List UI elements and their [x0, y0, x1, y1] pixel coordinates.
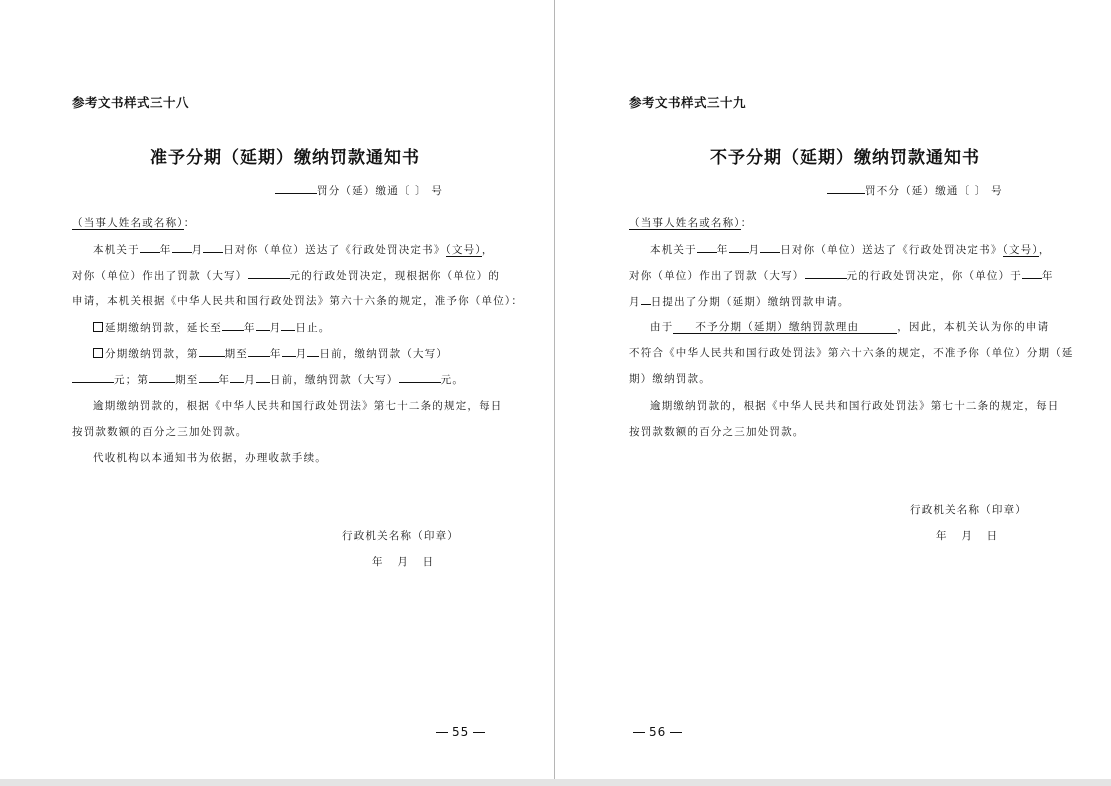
blank-field: [199, 372, 219, 383]
blank-field: [149, 372, 175, 383]
reason-line-2: 不符合《中华人民共和国行政处罚法》第六十六条的规定，不准予你（单位）分期（延: [629, 347, 1074, 359]
option-deferral: 延期缴纳罚款，延长至 年 月 日止。: [93, 320, 331, 335]
page-number: 56: [629, 725, 686, 739]
blank-field: [641, 294, 651, 305]
sample-label: 参考文书样式三十八: [72, 95, 190, 110]
blank-field: [827, 183, 865, 194]
authority-signature: 行政机关名称（印章）: [910, 504, 1027, 516]
blank-field: [72, 372, 114, 383]
document-number: [275, 183, 443, 198]
blank-field: [697, 242, 717, 253]
paragraph-1-line-3: 月 日提出了分期（延期）缴纳罚款申请。: [629, 296, 850, 308]
blank-field: [203, 242, 223, 253]
party-line: （当事人姓名或名称）：: [72, 217, 196, 229]
blank-field: [256, 372, 270, 383]
blank-field: [256, 320, 270, 331]
authority-signature: 行政机关名称（印章）: [342, 530, 459, 542]
paragraph-1-line-2: 对你（单位）作出了罚款（大写） 元的行政处罚决定，你（单位）于 年: [629, 270, 1054, 282]
blank-field: [281, 320, 295, 331]
blank-field: [199, 346, 225, 357]
reason-line: 由于 不予分期（延期）缴纳罚款理由 ，因此，本机关认为你的申请: [650, 321, 1050, 333]
checkbox-icon: [93, 348, 103, 358]
blank-field: [172, 242, 192, 253]
sample-label: 参考文书样式三十九: [629, 95, 747, 110]
blank-field: [222, 320, 244, 331]
page-55: [0, 0, 554, 779]
viewer-bottom-edge: [0, 779, 1111, 786]
blank-field: [1022, 268, 1042, 279]
blank-field: [307, 346, 319, 357]
paragraph-3-line-2: 按罚款数额的百分之三加处罚款。: [629, 426, 805, 438]
blank-field: [805, 268, 847, 279]
signature-date: 年 月 日: [372, 556, 435, 568]
option-installment-line-2: 元；第 期至 年 月 日前，缴纳罚款（大写） 元。: [72, 372, 464, 387]
blank-field: [282, 346, 296, 357]
document-title: 准予分期（延期）缴纳罚款通知书: [150, 148, 420, 168]
paragraph-3-line-2: 按罚款数额的百分之三加处罚款。: [72, 426, 248, 438]
party-name-field: （当事人姓名或名称）: [629, 217, 741, 229]
paragraph-1-line-1: 本机关于 年 月 日对你（单位）送达了《行政处罚决定书》（文号），: [650, 244, 1051, 256]
document-title: 不予分期（延期）缴纳罚款通知书: [710, 148, 980, 168]
blank-field: [729, 242, 749, 253]
blank-field: [230, 372, 244, 383]
party-name-field: （当事人姓名或名称）: [72, 217, 184, 229]
paragraph-1-line-2: 对你（单位）作出了罚款（大写） 元的行政处罚决定，现根据你（单位）的: [72, 270, 501, 282]
paragraph-3-line-1: 逾期缴纳罚款的，根据《中华人民共和国行政处罚法》第七十二条的规定，每日: [650, 400, 1060, 412]
blank-field: [760, 242, 780, 253]
page-56: [555, 0, 1111, 779]
blank-field: [275, 183, 317, 194]
document-number-text: 罚不分（延）缴通〔 〕 号: [865, 185, 1003, 197]
page-number: 55: [432, 725, 489, 739]
reason-field: 不予分期（延期）缴纳罚款理由: [673, 321, 897, 334]
document-reference: （文号）: [1002, 244, 1039, 256]
paragraph-1-line-3: 申请，本机关根据《中华人民共和国行政处罚法》第六十六条的规定，准予你（单位）：: [72, 295, 524, 307]
party-line: （当事人姓名或名称）：: [629, 217, 753, 229]
option-installment-line-1: 分期缴纳罚款，第 期至 年 月 日前，缴纳罚款（大写）: [93, 346, 448, 361]
checkbox-icon: [93, 322, 103, 332]
paragraph-4: 代收机构以本通知书为依据，办理收款手续。: [93, 452, 327, 464]
blank-field: [248, 346, 270, 357]
document-number: [827, 183, 1003, 198]
signature-date: 年 月 日: [936, 530, 999, 542]
blank-field: [140, 242, 160, 253]
reason-line-3: 期）缴纳罚款。: [629, 373, 711, 385]
document-number-text: 罚分（延）缴通〔 〕 号: [317, 185, 444, 197]
paragraph-1-line-1: 本机关于 年 月 日对你（单位）送达了《行政处罚决定书》（文号），: [93, 244, 494, 256]
document-reference: （文号）: [445, 244, 482, 256]
blank-field: [248, 268, 290, 279]
blank-field: [399, 372, 441, 383]
paragraph-3-line-1: 逾期缴纳罚款的，根据《中华人民共和国行政处罚法》第七十二条的规定，每日: [93, 400, 503, 412]
